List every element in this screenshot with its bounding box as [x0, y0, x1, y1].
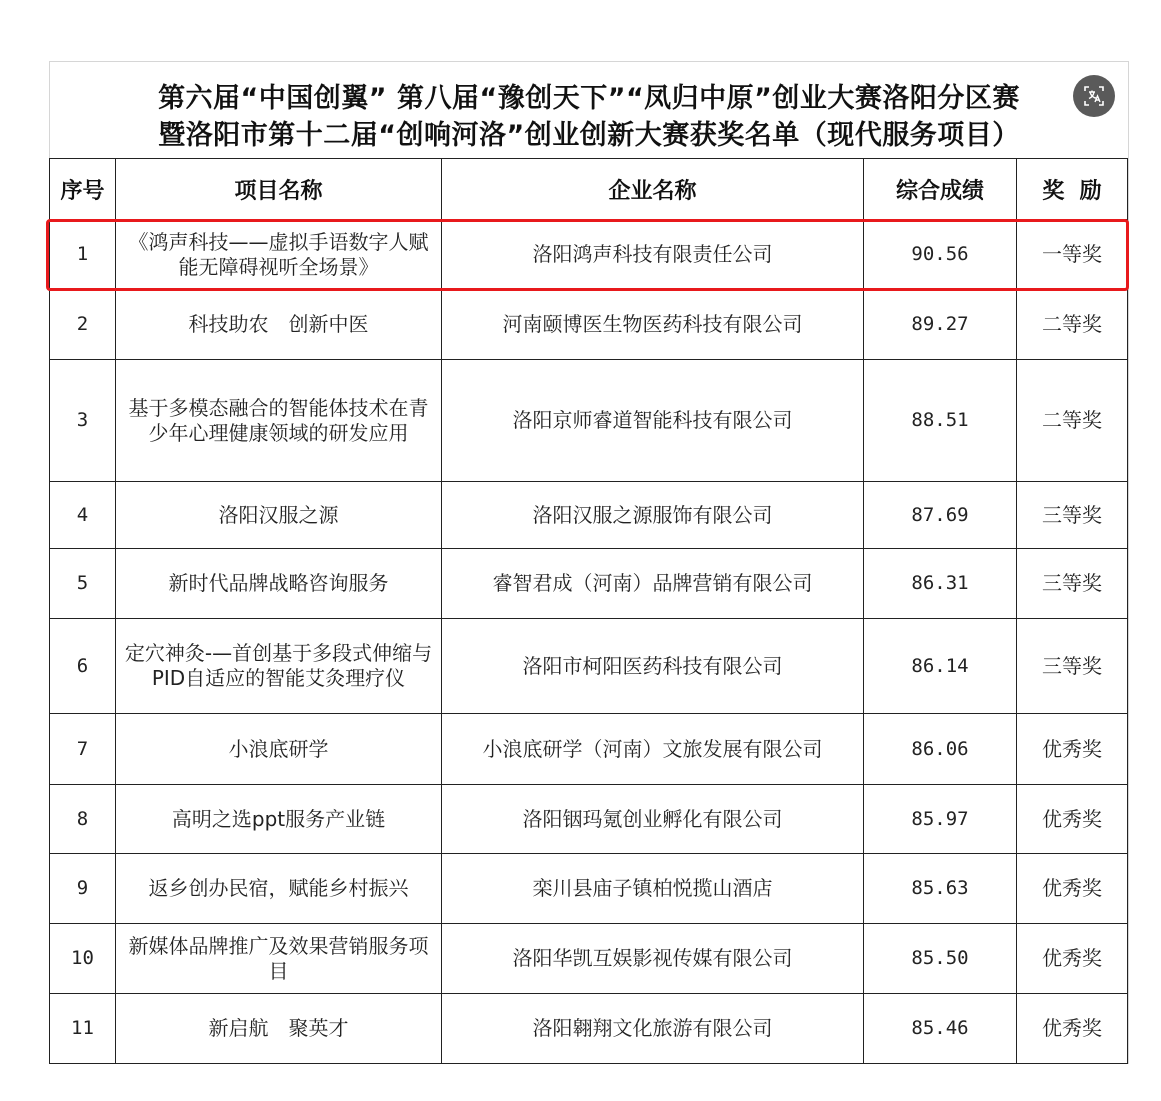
cell-project: 洛阳汉服之源 [116, 482, 442, 549]
cell-no: 8 [50, 785, 116, 854]
cell-award: 优秀奖 [1017, 924, 1128, 994]
cell-score: 88.51 [864, 360, 1017, 482]
table-header-row [50, 159, 1128, 220]
cell-award: 二等奖 [1017, 360, 1128, 482]
cell-award: 优秀奖 [1017, 854, 1128, 924]
cell-score: 85.63 [864, 854, 1017, 924]
table-row [50, 360, 1128, 482]
table-row [50, 619, 1128, 714]
header-score: 综合成绩 [864, 159, 1017, 220]
table-row [50, 220, 1128, 290]
cell-project: 基于多模态融合的智能体技术在青少年心理健康领域的研发应用 [116, 360, 442, 482]
cell-score: 85.46 [864, 994, 1017, 1064]
cell-no: 4 [50, 482, 116, 549]
cell-no: 11 [50, 994, 116, 1064]
cell-score: 85.50 [864, 924, 1017, 994]
cell-company: 栾川县庙子镇柏悦揽山酒店 [442, 854, 864, 924]
document-title [50, 62, 1128, 158]
cell-company: 洛阳市柯阳医药科技有限公司 [442, 619, 864, 714]
cell-award: 三等奖 [1017, 482, 1128, 549]
cell-project: 返乡创办民宿，赋能乡村振兴 [116, 854, 442, 924]
cell-no: 3 [50, 360, 116, 482]
cell-company: 洛阳铟玛氪创业孵化有限公司 [442, 785, 864, 854]
cell-award: 优秀奖 [1017, 714, 1128, 785]
cell-score: 86.31 [864, 549, 1017, 619]
cell-company: 洛阳华凯互娱影视传媒有限公司 [442, 924, 864, 994]
table-row [50, 994, 1128, 1064]
cell-score: 89.27 [864, 290, 1017, 360]
award-document [49, 61, 1129, 1064]
table-row [50, 924, 1128, 994]
translate-icon [1083, 85, 1105, 107]
cell-project: 科技助农 创新中医 [116, 290, 442, 360]
table-row [50, 785, 1128, 854]
title-line-1: 第六届“中国创翼” 第八届“豫创天下”“凤归中原”创业大赛洛阳分区赛 [158, 83, 1020, 114]
cell-company: 洛阳鸿声科技有限责任公司 [442, 220, 864, 290]
cell-award: 一等奖 [1017, 220, 1128, 290]
header-no: 序号 [50, 159, 116, 220]
cell-project: 高明之选ppt服务产业链 [116, 785, 442, 854]
header-project: 项目名称 [116, 159, 442, 220]
table-row [50, 714, 1128, 785]
cell-award: 三等奖 [1017, 619, 1128, 714]
cell-no: 2 [50, 290, 116, 360]
cell-score: 86.14 [864, 619, 1017, 714]
cell-project: 定穴神灸-—首创基于多段式伸缩与PID自适应的智能艾灸理疗仪 [116, 619, 442, 714]
cell-no: 7 [50, 714, 116, 785]
cell-company: 小浪底研学（河南）文旅发展有限公司 [442, 714, 864, 785]
cell-award: 三等奖 [1017, 549, 1128, 619]
cell-company: 洛阳汉服之源服饰有限公司 [442, 482, 864, 549]
table-row [50, 482, 1128, 549]
cell-company: 睿智君成（河南）品牌营销有限公司 [442, 549, 864, 619]
cell-no: 1 [50, 220, 116, 290]
cell-award: 二等奖 [1017, 290, 1128, 360]
cell-no: 5 [50, 549, 116, 619]
cell-company: 洛阳京师睿道智能科技有限公司 [442, 360, 864, 482]
cell-no: 10 [50, 924, 116, 994]
cell-score: 86.06 [864, 714, 1017, 785]
cell-award: 优秀奖 [1017, 785, 1128, 854]
cell-company: 河南颐博医生物医药科技有限公司 [442, 290, 864, 360]
table-row [50, 549, 1128, 619]
cell-score: 87.69 [864, 482, 1017, 549]
cell-project: 新启航 聚英才 [116, 994, 442, 1064]
table-row [50, 290, 1128, 360]
cell-score: 90.56 [864, 220, 1017, 290]
cell-project: 新时代品牌战略咨询服务 [116, 549, 442, 619]
translate-button[interactable] [1073, 75, 1115, 117]
cell-score: 85.97 [864, 785, 1017, 854]
cell-company: 洛阳翱翔文化旅游有限公司 [442, 994, 864, 1064]
award-table [49, 158, 1128, 1064]
cell-no: 9 [50, 854, 116, 924]
title-line-2: 暨洛阳市第十二届“创响河洛”创业创新大赛获奖名单（现代服务项目） [158, 120, 1020, 151]
header-company: 企业名称 [442, 159, 864, 220]
cell-no: 6 [50, 619, 116, 714]
cell-project: 小浪底研学 [116, 714, 442, 785]
table-row [50, 854, 1128, 924]
header-award: 奖 励 [1017, 159, 1128, 220]
cell-project: 《鸿声科技——虚拟手语数字人赋能无障碍视听全场景》 [116, 220, 442, 290]
cell-award: 优秀奖 [1017, 994, 1128, 1064]
cell-project: 新媒体品牌推广及效果营销服务项目 [116, 924, 442, 994]
